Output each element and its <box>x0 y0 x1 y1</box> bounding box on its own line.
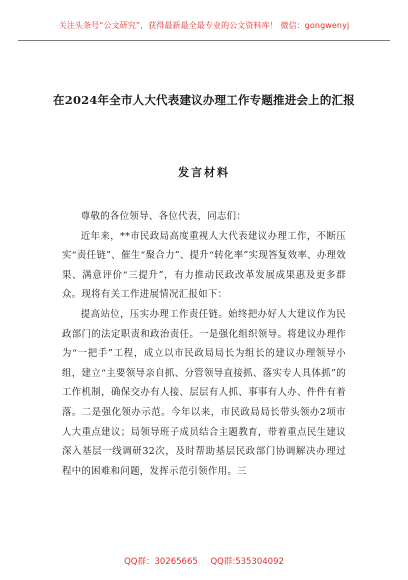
header-banner: 关注头条号“公文研究”，获得最新最全最专业的公文资料库！ 微信：gongwenyj <box>58 21 350 30</box>
paragraph-section-1: 提高站位，压实办理工作责任链。始终把办好人大建议作为民政部门的法定职责和政治责任。一是强化组织领导。将建议办理作为“一把手”工程，成立以市民政局局长为组长的建议办理领导小组，建立“主要领导亲自抓、分管领导直接抓、落实专人具体抓”的工作机制，确保交办有人接、层层有人抓、事事有人办、件件有着落。二是强化领办示范。今年以来，市民政局局长带头领办2项市人大重点建议；局领导班子成员结合主题教育，带着重点民生建议深入基层一线调研32次，及时帮助基层民政部门协调解决办理过程中的困难和问题，发挥示范引领作用。三 <box>62 308 346 477</box>
paragraph-intro: 近年来，**市民政局高度重视人大代表建议办理工作，不断压实“责任链”、催生“聚合力”、提升“转化率”实现答复效率、办理效果、满意评价“三提升”，有力推动民政改革发展成果惠及更多群众。现将有关工作进展情况汇报如下： <box>62 230 346 301</box>
document-subtitle: 发言材料 <box>178 166 230 179</box>
salutation: 尊敬的各位领导、各位代表，同志们： <box>80 211 247 222</box>
document-body <box>62 207 346 543</box>
footer <box>0 555 408 567</box>
header-divider <box>18 40 390 41</box>
footer-qq-group-2: QQ群:535304092 <box>210 557 284 567</box>
document-title: 在2024年全市人大代表建议办理工作专题推进会上的汇报 <box>53 93 355 107</box>
footer-qq-group-1: QQ群：30265665 <box>124 557 198 567</box>
